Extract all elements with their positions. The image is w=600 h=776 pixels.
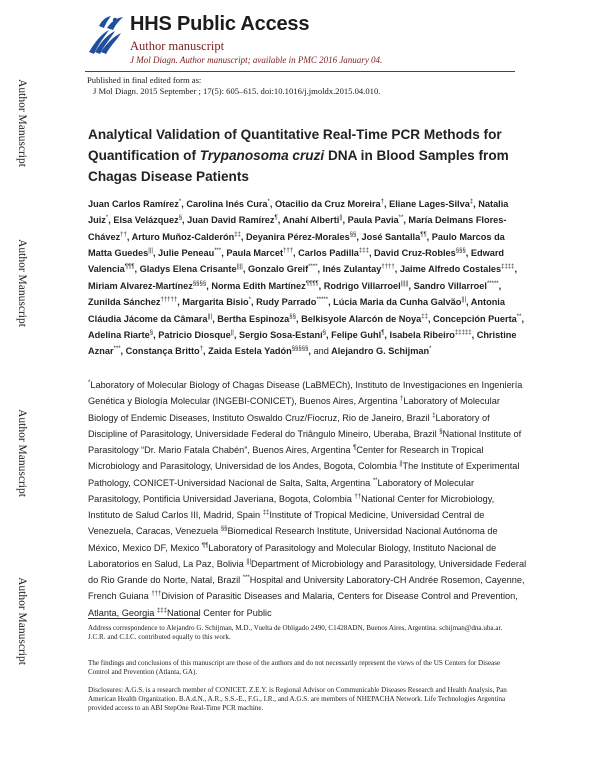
affiliation-mark: † <box>400 396 404 403</box>
author-affiliation-mark: ¶ <box>381 329 385 336</box>
published-label: Published in final edited form as: <box>87 75 202 85</box>
author-name: Rodrigo Villarroel <box>323 280 401 291</box>
author-name: Natalia Juiz <box>88 199 509 226</box>
affiliation-text: Laboratory of Discipline of Parasitology, Universidade Federal do Triângulo Mineiro, Uberaba, Brazil <box>88 412 490 439</box>
author-name: Bertha Espinoza <box>217 313 290 324</box>
affiliation-text: Laboratory of Molecular Biology of Endemic Diseases, Instituto Oswaldo Cruz/Fiocruz, Rio de Janeiro, Brazil <box>88 396 500 423</box>
author-affiliation-mark: §§ <box>289 313 296 320</box>
author-name: Inés Zulantay <box>322 264 382 275</box>
affiliation-mark: ††† <box>151 591 162 598</box>
author-name: Antonia Cláudia Jácome da Câmara <box>88 297 505 324</box>
author-affiliation-mark: *** <box>113 346 121 353</box>
author-name: Otacilio da Cruz Moreira <box>274 199 381 210</box>
author-affiliation-mark: §§§§ <box>192 280 207 287</box>
affiliation-text: Center for Research in Tropical Microbiology and Parasitology, Universidad de los Andes, Bogota, Colombia <box>88 445 484 472</box>
author-affiliation-mark: ‡‡‡ <box>358 248 369 255</box>
author-name: Norma Edith Martínez <box>211 280 306 291</box>
author-affiliation-mark: ||| <box>148 248 153 255</box>
author-name: Alejandro G. Schijman <box>331 346 430 357</box>
author-affiliation-mark: ‡‡‡‡ <box>501 264 515 271</box>
author-affiliation-mark: † <box>380 199 385 205</box>
author-affiliation-mark: ||| <box>461 297 467 304</box>
author-name: Constança Britto <box>125 346 200 357</box>
author-affiliation-mark: † <box>199 346 204 353</box>
affiliation-text: Institute of Tropical Medicine, Universidad Central de Venezuela, Caracas, Venezuela <box>88 510 485 537</box>
affiliation-text: Laboratory of Molecular Parasitology, Pontificia Universidad Javeriana, Bogota, Colombia <box>88 477 475 504</box>
author-affiliation-mark: ** <box>398 215 404 222</box>
author-affiliation-mark: § <box>322 329 327 336</box>
author-affiliation-mark: || <box>230 329 234 336</box>
author-affiliation-mark: ***** <box>486 280 499 287</box>
affiliation-text: Biomedical Research Institute, Universidad Nacional Autónoma de México, Mexico DF, Mexico <box>88 526 498 553</box>
author-affiliation-mark: **** <box>308 264 318 271</box>
author-name: Elsa Velázquez <box>113 215 179 226</box>
affiliation-text: Laboratory of Molecular Biology of Chagas Disease (LaBMECh), Instituto de Investigaciones en Ingeniería Genética y Biología Molecular (INGEBI-CONICET), Buenos Aires, Argentina <box>88 380 523 407</box>
author-name: Patricio Diosque <box>158 329 231 340</box>
author-affiliation-mark: ||| <box>207 313 213 320</box>
author-name: Deyanira Pérez-Morales <box>246 231 350 242</box>
journal-citation: J Mol Diagn. 2015 September ; 17(5): 605–615. doi:10.1016/j.jmoldx.2015.04.010. <box>93 86 381 96</box>
affiliation-mark: §§ <box>220 526 228 533</box>
author-affiliation-mark: ¶¶¶¶ <box>305 280 319 287</box>
article-title: Analytical Validation of Quantitative Real-Time PCR Methods for Quantification of Trypanosoma cruzi DNA in Blood Samples from Chagas Disease Patients <box>88 127 509 184</box>
author-conjunction: and <box>313 346 329 357</box>
disclaimer-footnote: The findings and conclusions of this manuscript are those of the authors and do not necessarily represent the views of the US Centers for Disease Control and Prevention (Atlanta, GA). <box>88 659 501 677</box>
author-name: Isabela Ribeiro <box>389 329 455 340</box>
author-name: Christine Aznar <box>88 329 517 357</box>
author-name: Gladys Elena Crisante <box>139 264 237 275</box>
sidebar-label-2: Author Manuscript <box>16 239 28 327</box>
author-affiliation-mark: *** <box>214 248 222 255</box>
affiliation-text: Department of Microbiology and Parasitology, Universidade Federal do Rio Grande do Norte, Natal, Brazil <box>88 558 527 586</box>
author-name: Paulo Marcos da Matta Guedes <box>88 231 505 259</box>
author-name: Julie Peneau <box>158 248 215 259</box>
author-affiliation-mark: ¶ <box>274 215 278 222</box>
author-name: Adelina Riarte <box>88 329 150 340</box>
author-name: Edward Valencia <box>88 248 505 275</box>
author-name: Carlos Padilla <box>298 248 359 259</box>
author-name: Carolina Inés Cura <box>186 199 268 210</box>
author-manuscript-subtitle: Author manuscript <box>130 39 225 53</box>
author-name: Concepción Puerta <box>433 313 517 324</box>
sidebar-label-3: Author Manuscript <box>16 409 28 497</box>
author-affiliation-mark: ‡‡ <box>234 231 241 238</box>
author-affiliation-mark: ||||| <box>400 280 409 287</box>
affiliation-mark: ||| <box>246 558 252 565</box>
disclosures-footnote: Disclosures: A.G.S. is a research member of CONICET. Z.E.Y. is Regional Advisor on Communicable Diseases Research and Health Analysis, Pan American Health Organization. B.A.d.N., A.R., S.S.-E., F.G., I.R., and A.G.S. are members of NHEPACHA Network. Life Technologies Argentina provided access to an ABI StepOne Real-Time PCR machine. <box>88 686 507 713</box>
sidebar-label-4: Author Manuscript <box>16 577 28 665</box>
affiliation-mark: § <box>439 428 443 435</box>
author-affiliation-mark: §§§ <box>455 248 466 255</box>
author-affiliation-mark: †† <box>120 231 127 238</box>
author-name: Arturo Muñoz-Calderón <box>131 231 235 242</box>
author-name: Miriam Alvarez-Martínez <box>88 280 193 291</box>
author-affiliation-mark: ¶¶ <box>420 231 427 238</box>
sidebar-label-1: Author Manuscript <box>16 79 28 167</box>
author-affiliation-mark: §§ <box>349 231 357 238</box>
author-name: Jaime Alfredo Costales <box>399 264 502 275</box>
affiliation-mark: * <box>88 380 91 386</box>
affiliation-mark: †† <box>354 493 362 500</box>
author-name: Belkisyole Alarcón de Noya <box>301 313 422 324</box>
affiliation-text: Division of Parasitic Diseases and Malaria, Centers for Disease Control and Prevention, Atlanta, Georgia <box>88 591 518 618</box>
journal-availability-line: J Mol Diagn. Author manuscript; available in PMC 2016 January 04. <box>130 55 383 65</box>
hhs-eagle-logo-icon <box>85 12 127 58</box>
author-affiliation-mark: ††† <box>283 248 294 255</box>
author-name: José Santalla <box>361 231 421 242</box>
author-name: Juan David Ramírez <box>187 215 275 226</box>
affiliation-text: National Center for Public <box>166 607 272 618</box>
affiliation-mark: ** <box>372 477 378 484</box>
affiliation-mark: ¶ <box>353 445 357 452</box>
author-name: Juan Carlos Ramírez <box>88 199 179 210</box>
author-name: Zaida Estela Yadón <box>208 346 292 357</box>
affiliation-mark: ‡‡ <box>262 510 270 517</box>
author-name: María Delmans Flores-Chávez <box>88 215 507 242</box>
affiliation-mark: ‡‡‡ <box>156 607 167 614</box>
author-name: Anahí Alberti <box>282 215 340 226</box>
author-affiliation-mark: * <box>105 215 109 222</box>
author-affiliation-mark: ** <box>516 313 522 320</box>
author-affiliation-mark: * <box>429 346 432 353</box>
author-affiliation-mark: ‡ <box>469 199 474 205</box>
author-affiliation-mark: ‡‡ <box>421 313 428 320</box>
author-name: Paula Marcet <box>226 248 284 259</box>
author-name: Paula Pavia <box>347 215 399 226</box>
affiliation-text: National Institute of Parasitology “Dr. Mario Fatala Chabén”, Buenos Aires, Argentina <box>88 428 522 456</box>
author-name: Lúcia Maria da Cunha Galvão <box>333 297 462 308</box>
author-affiliation-mark: § <box>178 215 183 222</box>
footnote-divider <box>88 618 200 619</box>
header-divider <box>85 71 515 72</box>
affiliation-text: The Institute of Experimental Pathology, CONICET-Universidad Nacional de Salta, Salta, Argentina <box>88 461 520 488</box>
author-name: Zunilda Sánchez <box>88 297 161 308</box>
author-name: Sergio Sosa-Estaní <box>238 329 323 340</box>
author-affiliation-mark: * <box>248 297 252 304</box>
author-affiliation-mark: ††††† <box>160 297 178 304</box>
author-affiliation-mark: || <box>339 215 343 222</box>
affiliation-mark: ¶¶ <box>201 542 209 549</box>
author-affiliation-mark: ¶¶¶ <box>124 264 135 271</box>
author-affiliation-mark: §§§§§ <box>291 346 309 353</box>
author-affiliation-mark: ***** <box>316 297 329 304</box>
author-affiliation-mark: * <box>267 199 270 205</box>
author-affiliation-mark: †††† <box>381 264 395 271</box>
affiliation-list <box>88 376 528 620</box>
author-name: Sandro Villarroel <box>413 280 487 291</box>
hhs-public-access-title: HHS Public Access <box>130 13 310 35</box>
affiliation-mark: || <box>399 461 403 468</box>
author-affiliation-mark: ‡‡‡‡‡ <box>454 329 472 336</box>
affiliation-mark: *** <box>242 575 250 582</box>
author-affiliation-mark: § <box>149 329 154 336</box>
author-name: Gonzalo Greif <box>247 264 309 275</box>
affiliation-text: Laboratory of Parasitology and Molecular Biology, Instituto Nacional de Laboratorios en Salud, La Paz, Bolivia <box>88 542 497 569</box>
affiliation-mark: ‡ <box>432 412 436 419</box>
author-list: Juan Carlos Ramírez*, Carolina Inés Cura*, Otacilio da Cruz Moreira†, Eliane Lages-Silva‡, Natalia Juiz*, Elsa Velázquez§, Juan David Ramírez¶, Anahí Alberti||, Paula Pavia**, María Delmans Flores-Chávez††, Arturo Muñoz-Calderón‡‡, Deyanira Pérez-Morales§§, José Santalla¶¶, Paulo Marcos da Matta Guedes|||, Julie Peneau***, Paula Marcet†††, Carlos Padilla‡‡‡, David Cruz-Robles§§§, Edward Valencia¶¶¶, Gladys Elena Crisante||||, Gonzalo Greif****, Inés Zulantay††††, Jaime Alfredo Costales‡‡‡‡, Miriam Alvarez-Martínez§§§§, Norma Edith Martínez¶¶¶¶, Rodrigo Villarroel|||||, Sandro Villarroel*****, Zunilda Sánchez†††††, Margarita Bisio*, Rudy Parrado*****, Lúcia Maria da Cunha Galvão|||, Antonia Cláudia Jácome da Câmara|||, Bertha Espinoza§§, Belkisyole Alarcón de Noya‡‡, Concepción Puerta**, Adelina Riarte§, Patricio Diosque||, Sergio Sosa-Estaní§, Felipe Guhl¶, Isabela Ribeiro‡‡‡‡‡, Christine Aznar***, Constança Britto†, Zaida Estela Yadón§§§§§, and Alejandro G. Schijman* <box>88 199 525 357</box>
affiliation-text: Hospital and University Laboratory-CH Andrée Rosemon, Cayenne, French Guiana <box>88 575 525 602</box>
author-name: Eliane Lages-Silva <box>389 199 470 210</box>
correspondence-footnote: Address correspondence to Alejandro G. Schijman, M.D., Vuelta de Obligado 2490, C1428ADN, Buenos Aires, Argentina. schijman@dna.uba.ar. J.C.R. and C.I.C. contributed equally to this work. <box>88 624 503 642</box>
author-name: Margarita Bisio <box>182 297 249 308</box>
author-affiliation-mark: |||| <box>236 264 243 271</box>
author-name: David Cruz-Robles <box>374 248 456 259</box>
author-name: Rudy Parrado <box>256 297 317 308</box>
affiliation-text: National Center for Microbiology, Instituto de Salud Carlos III, Madrid, Spain <box>88 493 495 521</box>
author-name: Felipe Guhl <box>331 329 382 340</box>
author-affiliation-mark: * <box>178 199 182 205</box>
